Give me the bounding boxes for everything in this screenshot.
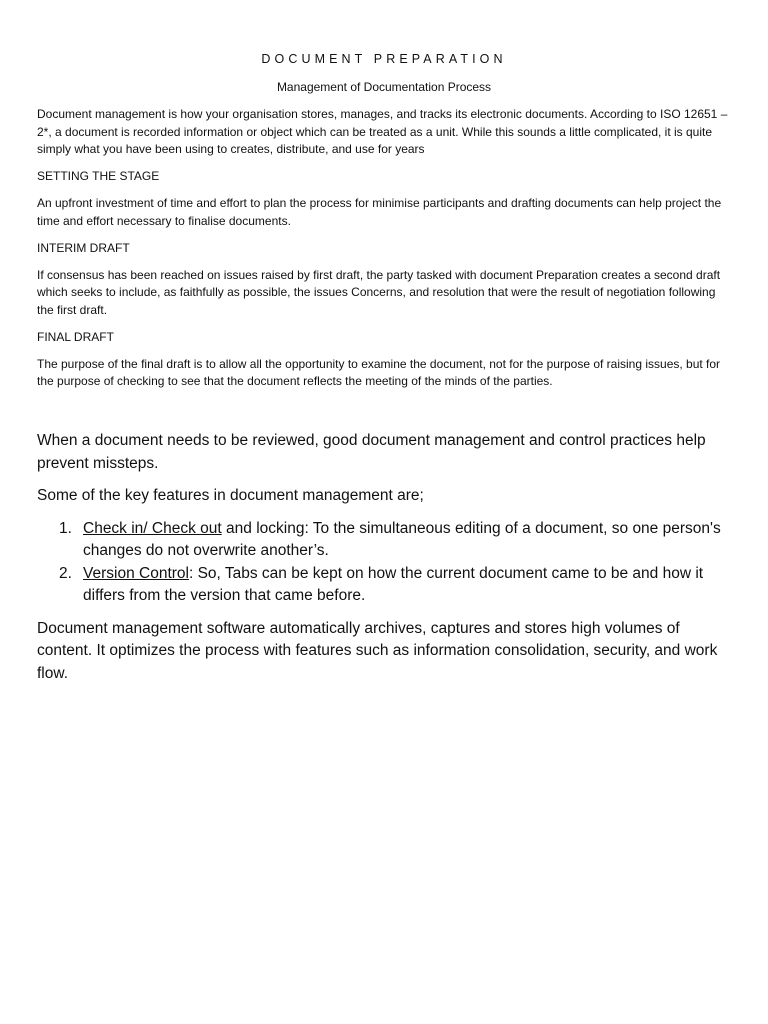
closing-paragraph: Document management software automatically archives, captures and stores high volumes of content. It optimizes the process with features such as information consolidation, security, and work flow.: [37, 619, 718, 682]
section-text-final-draft: The purpose of the final draft is to allow all the opportunity to examine the document, not for the purpose of raising issues, but for the purpose of checking to see that the document reflects the meeting of the minds of the parties.: [37, 356, 721, 389]
feature-description: and locking: To the simultaneous editing of a document, so one person's changes do not overwrite another’s.: [83, 519, 721, 560]
document-title: DOCUMENT PREPARATION: [261, 52, 507, 66]
feature-number: 1.: [59, 519, 72, 537]
feature-item-check-in-out: [59, 518, 731, 563]
section-heading-interim-draft: INTERIM DRAFT: [37, 240, 130, 255]
document-subtitle: Management of Documentation Process: [276, 80, 492, 94]
features-intro: Some of the key features in document management are;: [37, 487, 424, 505]
intro-paragraph: Document management is how your organisation stores, manages, and tracks its electronic documents. According to ISO 12651 – 2*, a document is recorded information or object which can be treated as a unit. While this sounds a little complicated, it is quite simply what you have been using to creates, distribute, and use for years: [37, 107, 728, 157]
feature-term: Version Control: [83, 564, 189, 582]
feature-term: Check in/ Check out: [83, 519, 222, 537]
section-text-interim-draft: If consensus has been reached on issues raised by first draft, the party tasked with document Preparation creates a second draft which seeks to include, as faithfully as possible, the issues Concerns, and resolution that were the result of negotiation following the first draft.: [37, 267, 721, 317]
section-heading-final-draft: FINAL DRAFT: [37, 329, 114, 344]
section-spacer: [37, 400, 731, 430]
section-heading-setting-the-stage: SETTING THE STAGE: [37, 169, 160, 184]
review-paragraph: When a document needs to be reviewed, good document management and control practices help prevent missteps.: [37, 432, 706, 472]
feature-item-version-control: [59, 563, 731, 608]
features-list: [37, 518, 731, 608]
feature-number: 2.: [59, 564, 72, 582]
feature-description: : So, Tabs can be kept on how the current document came to be and how it differs from the version that came before.: [83, 564, 704, 605]
section-text-setting-the-stage: An upfront investment of time and effort to plan the process for minimise participants and drafting documents can help project the time and effort necessary to finalise documents.: [37, 196, 722, 228]
